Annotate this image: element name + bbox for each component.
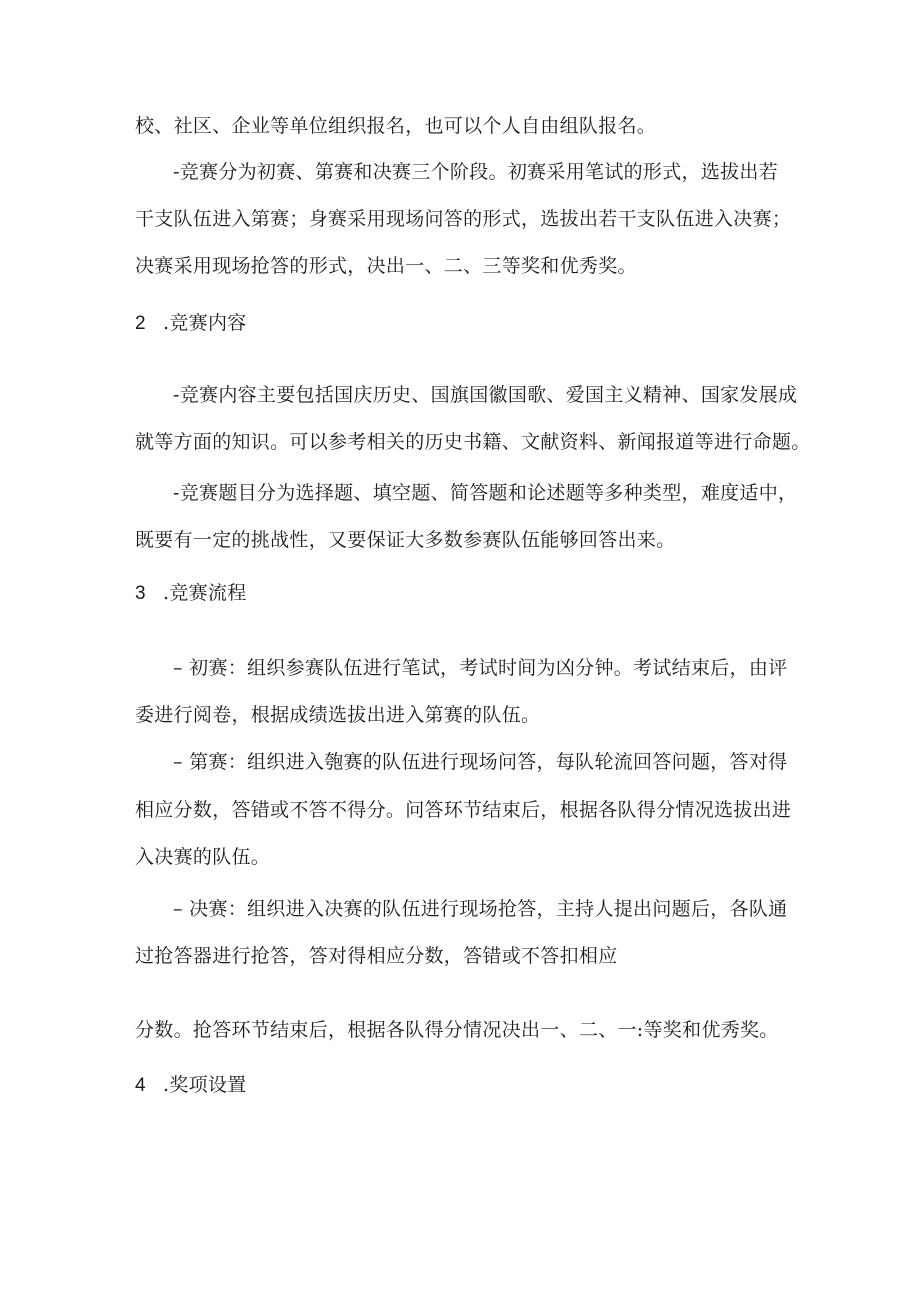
body-text-line: – 决赛：组织进入决赛的队伍进行现场抢答，主持人提出问题后，各队通 — [173, 898, 788, 920]
section-heading — [135, 581, 247, 606]
body-text-line: 相应分数，答错或不答不得分。问答环节结束后，根据各队得分情况选拔出进 — [135, 799, 792, 821]
section-title: .竞赛流程 — [163, 582, 247, 604]
section-number: 4 — [135, 1075, 146, 1096]
section-title: .竞赛内容 — [163, 312, 247, 334]
body-text-line: 委进行阅卷，根据成绩选拔出进入第赛的队伍。 — [135, 704, 541, 726]
body-text-line: -竞赛分为初赛、第赛和决赛三个阶段。初赛采用笔试的形式，选拔出若 — [173, 161, 779, 183]
section-heading — [135, 311, 247, 336]
body-text-line: – 初赛：组织参赛队伍进行笔试，考试时间为凶分钟。考试结束后，由评 — [173, 657, 788, 679]
body-text-line: -竞赛内容主要包括国庆历史、国旗国徽国歌、爱国主义精神、国家发展成 — [173, 384, 798, 406]
body-text-line: -竞赛题目分为选择题、填空题、简答题和论述题等多种类型，难度适中， — [173, 482, 798, 504]
body-text-line: – 第赛：组织进入匏赛的队伍进行现场问答，每队轮流回答问题，答对得 — [173, 751, 788, 773]
body-text-line: 就等方面的知识。可以参考相关的历史书籍、文献资料、新闻报道等进行命题。 — [135, 431, 811, 453]
body-text-line: 过抢答器进行抢答，答对得相应分数，答错或不答扣相应 — [135, 945, 618, 967]
body-text-line: 入决赛的队伍。 — [135, 846, 271, 868]
body-text-line: 校、社区、企业等单位组织报名，也可以个人自由组队报名。 — [135, 115, 657, 137]
body-text-line: 既要有一定的挑战性，又要保证大多数参赛队伍能够回答出来。 — [135, 529, 676, 551]
body-text-line: 决赛采用现场抢答的形式，决出一、二、三等奖和优秀奖。 — [135, 255, 637, 277]
section-heading — [135, 1073, 247, 1098]
section-number: 2 — [135, 313, 146, 334]
body-text-line: 干支队伍进入第赛；身赛采用现场问答的形式，选拔出若干支队伍进入决赛； — [135, 208, 792, 230]
section-title: .奖项设置 — [163, 1074, 247, 1096]
body-text-line: 分数。抢答环节结束后，根据各队得分情况决出一、二、一:等奖和优秀奖。 — [135, 1019, 779, 1041]
section-number: 3 — [135, 583, 146, 604]
